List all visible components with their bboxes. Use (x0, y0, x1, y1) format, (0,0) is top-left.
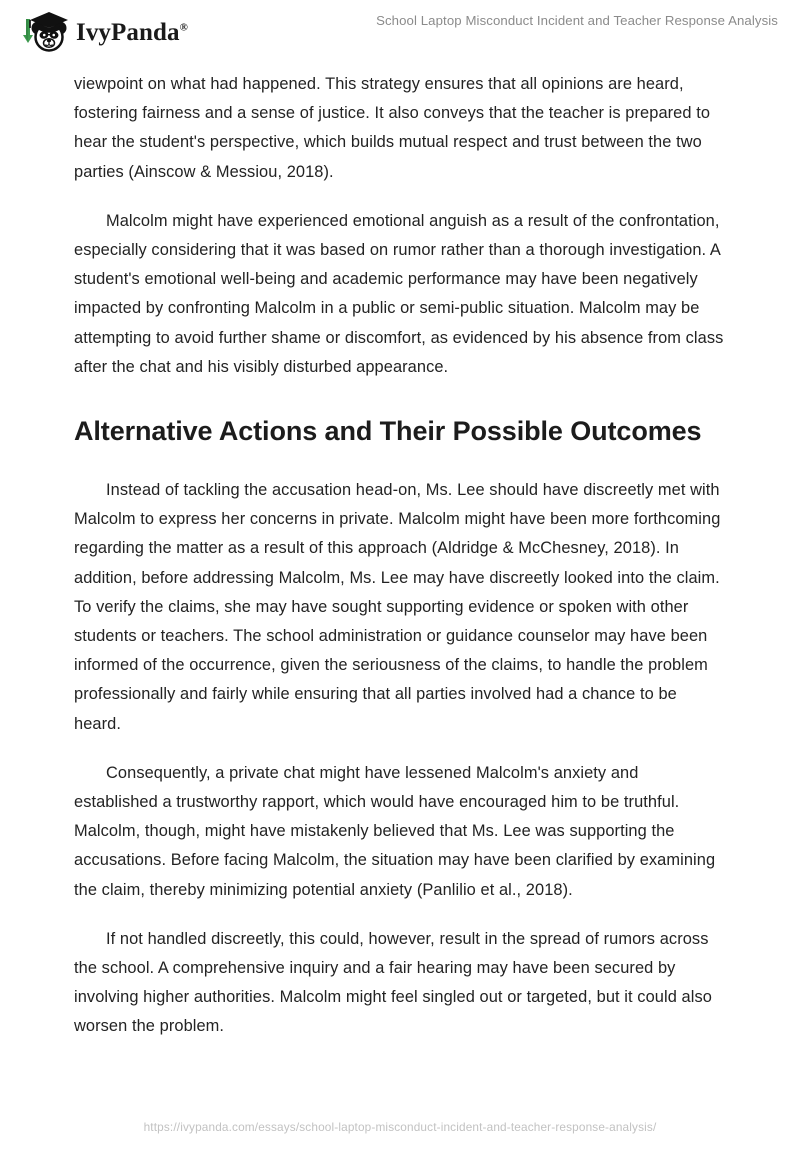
paragraph: Consequently, a private chat might have lessened Malcolm's anxiety and established a trustworthy rapport, which would have encouraged him to be truthful. Malcolm, though, might have mistakenly believed that Ms. Lee was supporting the accusations. Before facing Malcolm, the situation may have been clarified by examining the claim, thereby minimizing potential anxiety (Panlilio et al., 2018). (74, 763, 716, 899)
brand-name (76, 20, 188, 45)
document-content (74, 70, 726, 1042)
brand-logo-link[interactable] (18, 8, 188, 54)
section-heading: Alternative Actions and Their Possible Outcomes (74, 416, 702, 447)
document-title-header: School Laptop Misconduct Incident and Teacher Response Analysis (376, 13, 778, 28)
paragraph: If not handled discreetly, this could, however, result in the spread of rumors across the school. A comprehensive inquiry and a fair hearing may have been secured by involving higher authorities. Malcolm might feel singled out or targeted, but it could also worsen the problem. (74, 929, 712, 1036)
graduation-panda-logo-icon (18, 8, 70, 54)
source-url[interactable]: https://ivypanda.com/essays/school-laptop-misconduct-incident-and-teacher-response-analysis/ (143, 1120, 657, 1134)
registered-trademark-icon: ® (179, 21, 188, 34)
brand-name-text: IvyPanda (76, 18, 180, 46)
paragraph: Instead of tackling the accusation head-on, Ms. Lee should have discreetly met with Malcolm to express her concerns in private. Malcolm might have been more forthcoming regarding the matter as a result of this approach (Aldridge & McChesney, 2018). In addition, before addressing Malcolm, Ms. Lee may have discreetly looked into the claim. To verify the claims, she may have sought supporting evidence or spoken with other students or teachers. The school administration or guidance counselor may have been informed of the occurrence, given the seriousness of the claims, to handle the problem professionally and fairly while ensuring that all parties involved had a chance to be heard. (74, 481, 721, 733)
page-footer (0, 1118, 800, 1136)
paragraph: Malcolm might have experienced emotional anguish as a result of the confrontation, especially considering that it was based on rumor rather than a thorough investigation. A student's emotional well-being and academic performance may have been negatively impacted by confronting Malcolm in a public or semi-public situation. Malcolm may be attempting to avoid further shame or discomfort, as evidenced by his absence from class after the chat and his visibly disturbed appearance. (74, 211, 724, 376)
paragraph: viewpoint on what had happened. This strategy ensures that all opinions are heard, fostering fairness and a sense of justice. It also conveys that the teacher is prepared to hear the student's perspective, which builds mutual respect and trust between the two parties (Ainscow & Messiou, 2018). (74, 75, 711, 181)
page-header (0, 0, 800, 62)
